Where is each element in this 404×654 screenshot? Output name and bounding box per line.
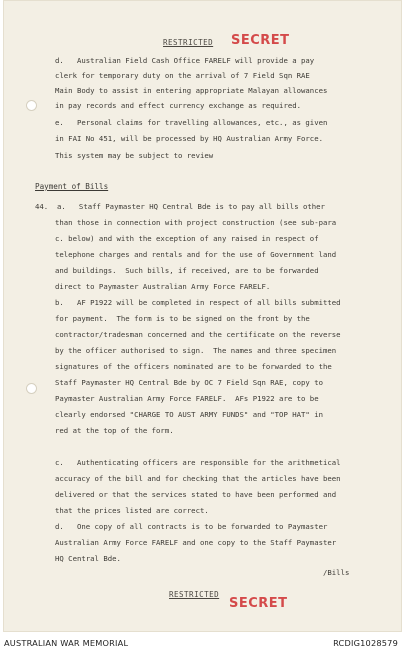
text-line: clerk for temporary duty on the arrival of 7 Field Sqn RAE — [55, 71, 310, 80]
punch-hole — [26, 100, 37, 111]
text-line: contractor/tradesman concerned and the certificate on the reverse — [55, 330, 341, 339]
text-line: d. One copy of all contracts is to be forwarded to Paymaster — [55, 522, 328, 531]
text-line: delivered or that the services stated to have been performed and — [55, 490, 337, 499]
text-line: Paymaster Australian Army Force FARELF. AFs P1922 are to be — [55, 394, 319, 403]
text-line: Staff Paymaster HQ Central Bde by OC 7 Field Sqn RAE, copy to — [55, 378, 323, 387]
text-line: This system may be subject to review — [55, 151, 214, 160]
restricted-stamp: RESTRICTED — [169, 590, 220, 599]
section-heading: Payment of Bills — [35, 182, 109, 191]
archive-credit: AUSTRALIAN WAR MEMORIAL — [4, 638, 129, 648]
text-line: than those in connection with project construction (see sub-para — [55, 218, 337, 227]
text-line: red at the top of the form. — [55, 426, 174, 435]
text-line: accuracy of the bill and for checking that the articles have been — [55, 474, 341, 483]
text-line: direct to Paymaster Australian Army Force FARELF. — [55, 282, 271, 291]
text-line: that the prices listed are correct. — [55, 506, 209, 515]
text-line: for payment. The form is to be signed on the front by the — [55, 314, 310, 323]
text-line: Main Body to assist in entering appropriate Malayan allowances — [55, 86, 328, 95]
text-line: Australian Army Force FARELF and one copy to the Staff Paymaster — [55, 538, 337, 547]
secret-stamp: SECRET — [231, 33, 290, 48]
text-line: telephone charges and rentals and for the use of Government land — [55, 250, 337, 259]
archive-reference: RCDIG1028579 — [333, 638, 398, 648]
text-line: and buildings. Such bills, if received, are to be forwarded — [55, 266, 319, 275]
text-line: in FAI No 451, will be processed by HQ Australian Army Force. — [55, 134, 323, 143]
text-line: b. AF P1922 will be completed in respect of all bills submitted — [55, 298, 341, 307]
text-line: clearly endorsed "CHARGE TO AUST ARMY FUNDS" and "TOP HAT" in — [55, 410, 323, 419]
secret-stamp: SECRET — [229, 596, 288, 611]
text-line: 44. a. Staff Paymaster HQ Central Bde is to pay all bills other — [35, 202, 325, 211]
text-line: c. below) and with the exception of any raised in respect of — [55, 234, 319, 243]
continuation-catchword: /Bills — [323, 568, 350, 577]
punch-hole — [26, 383, 37, 394]
text-line: in pay records and effect currency exchange as required. — [55, 101, 302, 110]
text-line: HQ Central Bde. — [55, 554, 121, 563]
text-line: by the officer authorised to sign. The names and three specimen — [55, 346, 337, 355]
text-line: c. Authenticating officers are responsible for the arithmetical — [55, 458, 341, 467]
text-line: d. Australian Field Cash Office FARELF will provide a pay — [55, 56, 315, 65]
restricted-stamp: RESTRICTED — [163, 38, 214, 47]
text-line: e. Personal claims for travelling allowances, etc., as given — [55, 118, 328, 127]
text-line: signatures of the officers nominated are to be forwarded to the — [55, 362, 332, 371]
document-page — [3, 0, 402, 632]
